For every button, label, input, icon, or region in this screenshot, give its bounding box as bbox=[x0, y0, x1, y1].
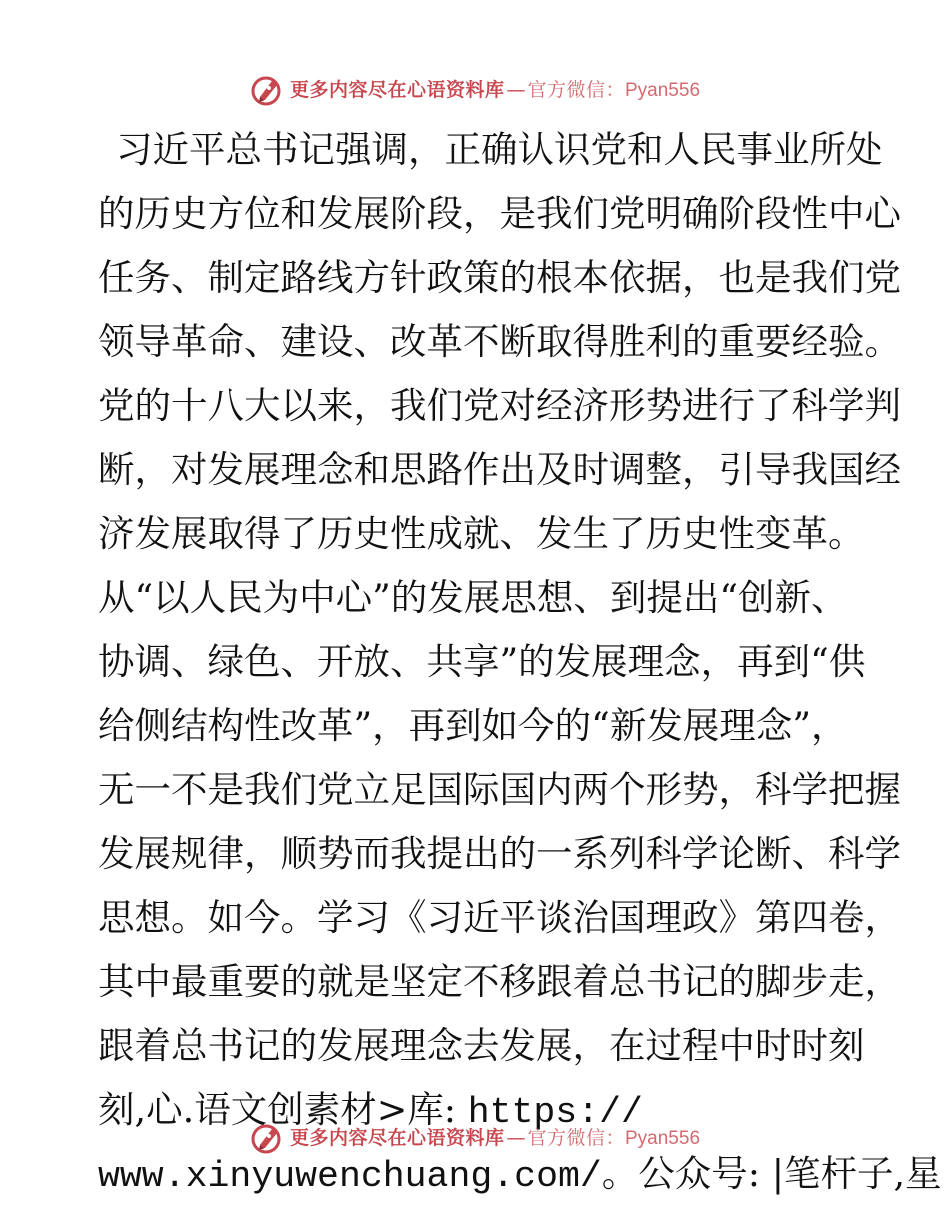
watermark-id: Pyan556 bbox=[625, 1127, 701, 1149]
body-line: 领导革命、建设、改革不断取得胜利的重要经验。 bbox=[98, 320, 901, 363]
url-line-1-prefix: 刻,心.语文创素材>库: bbox=[98, 1088, 468, 1131]
url-link-part-1[interactable]: https:// bbox=[467, 1092, 643, 1133]
body-line: 跟着总书记的发展理念去发展，在过程中时时刻 bbox=[98, 1024, 865, 1067]
body-line: 从“以人民为中心”的发展思想、到提出“创新、 bbox=[98, 576, 848, 619]
body-line: 济发展取得了历史性成就、发生了历史性变革。 bbox=[98, 512, 865, 555]
body-line: 协调、绿色、开放、共享”的发展理念，再到“供 bbox=[98, 640, 866, 683]
watermark-text bbox=[289, 78, 701, 101]
watermark-main: 更多内容尽在心语资料库 bbox=[289, 78, 505, 101]
body-line: 任务、制定路线方针政策的根本依据，也是我们党 bbox=[98, 256, 901, 299]
watermark-dash: — bbox=[506, 1126, 526, 1149]
body-line: 思想。如今。学习《习近平谈治国理政》第四卷， bbox=[98, 896, 901, 939]
watermark-dash: — bbox=[506, 78, 526, 101]
body-line: 习近平总书记强调，正确认识党和人民事业所处 bbox=[116, 128, 883, 171]
pen-nib-circle-icon bbox=[250, 73, 284, 107]
watermark-sub: 官方微信： bbox=[527, 1126, 625, 1149]
body-line: 断，对发展理念和思路作出及时调整，引导我国经 bbox=[98, 448, 901, 491]
watermark-main: 更多内容尽在心语资料库 bbox=[289, 1126, 505, 1149]
body-line: 其中最重要的就是坚定不移跟着总书记的脚步走， bbox=[98, 960, 901, 1003]
watermark-id: Pyan556 bbox=[625, 79, 701, 101]
body-line: 无一不是我们党立足国际国内两个形势，科学把握 bbox=[98, 768, 901, 811]
body-line: 的历史方位和发展阶段，是我们党明确阶段性中心 bbox=[98, 192, 901, 235]
body-line: 发展规律，顺势而我提出的一系列科学论断、科学 bbox=[98, 832, 901, 875]
watermark-text bbox=[289, 1126, 701, 1149]
url-link-part-2[interactable]: www.xinyuwenchuang.com/ bbox=[98, 1156, 602, 1197]
pen-nib-circle-icon bbox=[250, 1121, 284, 1155]
header-watermark bbox=[0, 70, 950, 110]
document-body bbox=[98, 118, 942, 1206]
url-line-2-suffix: 。公众号: |笔杆子,星 bbox=[601, 1152, 942, 1195]
footer-watermark bbox=[0, 1118, 950, 1158]
body-line: 给侧结构性改革”，再到如今的“新发展理念”， bbox=[98, 704, 848, 747]
watermark-sub: 官方微信： bbox=[527, 78, 625, 101]
body-line: 党的十八大以来，我们党对经济形势进行了科学判 bbox=[98, 384, 901, 427]
